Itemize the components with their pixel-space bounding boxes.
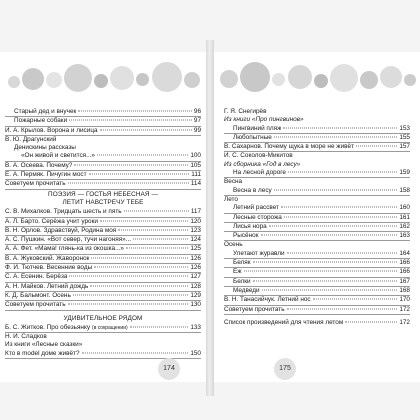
decorative-bubbles-left (0, 58, 206, 98)
toc-entry[interactable] (5, 162, 201, 171)
toc-entry[interactable] (5, 208, 201, 217)
toc-entry-page: 120 (190, 217, 201, 225)
toc-entry[interactable] (5, 171, 201, 180)
toc-entry-title: Рысёнок (233, 232, 259, 240)
book-gutter (206, 40, 214, 396)
toc-entry[interactable] (224, 268, 410, 277)
toc-entry (224, 152, 410, 160)
dot-leader (118, 229, 188, 230)
toc-entry-title: Ёж (233, 268, 242, 276)
toc-entry-page: 105 (190, 161, 201, 169)
toc-entry-page: 130 (190, 301, 201, 309)
toc-entry[interactable] (5, 273, 201, 282)
toc-entry-page: 164 (399, 249, 410, 257)
toc-entry (5, 144, 201, 152)
toc-entry[interactable] (5, 180, 201, 189)
toc-entry-title: Лесные сторожа (233, 213, 282, 221)
toc-entry-title: Беляк (233, 259, 251, 267)
toc-entry-page: 172 (399, 305, 410, 313)
dot-leader (288, 172, 397, 173)
dot-leader (100, 129, 192, 130)
toc-entry-title: Летний рассвет (233, 204, 279, 212)
toc-entry[interactable] (5, 283, 201, 292)
toc-entry-page: 158 (399, 186, 410, 194)
section-heading-amazing: УДИВИТЕЛЬНОЕ РЯДОМ (63, 314, 143, 322)
toc-entry[interactable] (224, 278, 410, 287)
toc-entry-page: 161 (399, 213, 410, 221)
toc-entry-title: Пингвиний пляж (233, 124, 282, 132)
toc-entry-title: Н. И. Сладков (5, 333, 47, 341)
dot-leader (100, 220, 188, 221)
toc-entry-title: Пожарные собаки (14, 117, 68, 125)
toc-entry-page: 123 (190, 226, 201, 234)
right-toc (224, 108, 410, 327)
toc-entry-title: Старый дед и внучек (14, 108, 77, 115)
toc-entry[interactable] (5, 152, 201, 161)
toc-entry-title: В. Н. Орлов. Здравствуй, Родина моя (5, 226, 117, 234)
toc-entry-page: 150 (190, 349, 201, 357)
toc-entry-page: 126 (190, 254, 201, 262)
toc-entry (224, 241, 410, 249)
dot-leader (345, 321, 397, 322)
dot-leader (97, 155, 188, 156)
toc-entry-title: Лисья нора (233, 222, 267, 230)
toc-entry[interactable] (5, 227, 201, 236)
toc-entry-title: С. В. Михалков. Тридцать шесть и пять (5, 208, 122, 216)
dot-leader (274, 189, 398, 190)
toc-entry-page: 153 (399, 124, 410, 132)
toc-entry[interactable] (224, 259, 410, 268)
toc-entry-title: Весна в лесу (233, 186, 272, 194)
toc-entry-title: С. А. Есенин. Берёза (5, 273, 68, 281)
toc-entry-title: Советуем прочитать (224, 305, 285, 313)
toc-entry-title: И. С. Соколов-Микитов (224, 152, 293, 160)
dot-leader (356, 146, 397, 147)
toc-entry-page: 170 (399, 296, 410, 304)
section-heading-line1: ПОЭЗИЯ — ГОСТЬЯ НЕБЕСНАЯ — (48, 190, 158, 198)
toc-entry-page: 127 (190, 273, 201, 281)
toc-entry-page: 167 (399, 277, 410, 285)
toc-entry-title: Из сборника «Год в лесу» (224, 160, 301, 168)
toc-entry-note: (в сокращении) (92, 324, 128, 331)
toc-entry-page: 129 (190, 291, 201, 299)
toc-entry[interactable] (224, 306, 410, 315)
toc-entry-page: 124 (190, 236, 201, 244)
dot-leader (253, 280, 398, 281)
dot-leader (78, 111, 192, 112)
toc-entry (224, 178, 410, 186)
toc-entry[interactable] (224, 296, 410, 305)
toc-entry-title: И. А. Крылов. Ворона и лисица (5, 126, 98, 134)
toc-entry-title: Улетают журавли (233, 249, 285, 257)
toc-entry-title: В. Ю. Драгунский (5, 135, 57, 143)
dot-leader (262, 289, 398, 290)
toc-entry-page: 125 (190, 245, 201, 253)
decorative-bubbles-right (214, 58, 420, 98)
toc-entry[interactable] (5, 236, 201, 245)
toc-entry-page: 159 (399, 169, 410, 177)
page-number-right: 175 (274, 358, 296, 380)
toc-entry-page: 117 (190, 208, 201, 216)
toc-entry-page: 163 (399, 232, 410, 240)
dot-leader (287, 252, 398, 253)
toc-entry-page: 97 (193, 117, 201, 125)
toc-entry-title: Ф. И. Тютчев. Весенние воды (5, 264, 93, 272)
toc-entry[interactable] (5, 245, 201, 254)
toc-entry-page: 162 (399, 222, 410, 230)
dot-leader (90, 285, 188, 286)
toc-entry-title: Б. С. Житков. Про обезьянку (5, 323, 91, 331)
toc-entry-title: К. Д. Бальмонт. Осень (5, 291, 71, 299)
toc-entry (224, 161, 410, 169)
toc-entry-title: Из книги «Про пингвинов» (224, 116, 304, 124)
dot-leader (91, 257, 188, 258)
toc-entry[interactable] (5, 292, 201, 301)
toc-entry-page: 166 (399, 259, 410, 267)
toc-entry (5, 136, 201, 144)
toc-entry-page: 128 (190, 282, 201, 290)
dot-leader (126, 248, 188, 249)
toc-entry-summer-reading-list[interactable] (224, 319, 410, 327)
dot-leader (313, 299, 398, 300)
toc-entry[interactable] (5, 264, 201, 273)
toc-entry (224, 108, 410, 116)
toc-entry[interactable] (5, 301, 201, 310)
toc-entry[interactable] (224, 143, 410, 152)
toc-entry (224, 116, 410, 124)
toc-entry-title: Белки (233, 277, 251, 285)
toc-entry-title: В. Н. Танасийчук. Летний нос (224, 296, 311, 304)
dot-leader (274, 136, 397, 137)
page-number-left: 174 (158, 358, 180, 380)
toc-entry-title: Советуем прочитать (5, 180, 66, 188)
toc-entry-title: Любопытные (233, 133, 272, 141)
toc-entry[interactable] (224, 204, 410, 213)
dot-leader (133, 239, 188, 240)
dot-leader (68, 183, 189, 184)
toc-entry-title: Лето (224, 195, 238, 203)
toc-entry-page: 157 (399, 143, 410, 151)
section-heading-line2: ЛЕТИТ НАВСТРЕЧУ ТЕБЕ (62, 198, 144, 206)
toc-entry[interactable] (224, 232, 410, 241)
toc-entry-title: Е. А. Пермяк. Пичугин мост (5, 171, 87, 179)
toc-entry-page: 114 (190, 180, 201, 188)
toc-entry (5, 333, 201, 341)
toc-entry-page: 133 (190, 323, 201, 331)
toc-entry-page: 126 (190, 264, 201, 272)
toc-entry-page: 168 (399, 286, 410, 294)
toc-entry[interactable] (224, 134, 410, 143)
dot-leader (287, 308, 398, 309)
dot-leader (74, 164, 188, 165)
dot-leader (82, 352, 189, 353)
toc-entry-title: Советуем прочитать (5, 301, 66, 309)
toc-entry-title: Медведи (233, 286, 260, 294)
toc-entry[interactable] (224, 250, 410, 259)
toc-entry-title: Г. Я. Снегирёв (224, 108, 267, 115)
toc-entry-title: Список произведений для чтения летом (224, 318, 344, 326)
toc-entry-title: А. А. Фет. «Мама! глянь-ка из окошка...» (5, 245, 124, 253)
toc-entry (224, 196, 410, 204)
dot-leader (124, 211, 189, 212)
dot-leader (89, 174, 190, 175)
toc-entry-title: Кто в model доме живёт? (5, 349, 80, 357)
toc-entry[interactable] (5, 255, 201, 264)
toc-entry-title: А. Л. Барто. Серёжа учит уроки (5, 217, 98, 225)
dot-leader (244, 271, 398, 272)
dot-leader (284, 216, 397, 217)
toc-entry-title: В. А. Осеева. Почему? (5, 161, 73, 169)
toc-entry[interactable] (5, 108, 201, 117)
dot-leader (253, 262, 398, 263)
toc-entry[interactable] (224, 125, 410, 134)
dot-leader (281, 207, 397, 208)
section-heading-poetry (5, 191, 201, 208)
toc-entry-title: Из книги «Лесные сказки» (5, 341, 83, 349)
toc-entry-page: 96 (193, 108, 201, 115)
toc-entry[interactable] (5, 324, 201, 333)
toc-entry[interactable] (224, 287, 410, 296)
toc-entry-title: А. С. Пушкин. «Вот север, тучи нагоняя»... (5, 236, 132, 244)
dot-leader (94, 267, 188, 268)
toc-entry-title: Весна (224, 178, 243, 186)
toc-entry-title: А. Н. Майков. Летний дождь (5, 282, 89, 290)
toc-entry-title: «Он живой и светится...» (21, 152, 95, 160)
toc-entry[interactable] (5, 127, 201, 136)
dot-leader (130, 326, 189, 327)
toc-entry-page: 100 (190, 152, 201, 160)
toc-entry-title: На лесной дороге (233, 169, 286, 177)
toc-entry-title: В. Сахарнов. Почему щука в море не живёт (224, 143, 355, 151)
dot-leader (261, 235, 398, 236)
dot-leader (73, 294, 189, 295)
toc-entry[interactable] (224, 169, 410, 178)
dot-leader (68, 304, 189, 305)
toc-entry-page: 172 (399, 318, 410, 326)
toc-entry-page: 155 (399, 133, 410, 141)
toc-entry-page: 160 (399, 204, 410, 212)
toc-entry[interactable] (224, 187, 410, 196)
toc-entry[interactable] (5, 117, 201, 126)
toc-entry-title: В. А. Жуковский. Жаворонок (5, 254, 90, 262)
dot-leader (283, 127, 397, 128)
toc-entry-title: Денискины рассказы (14, 144, 76, 152)
toc-entry (5, 341, 201, 349)
toc-entry-title: Осень (224, 241, 243, 249)
toc-entry-page: 166 (399, 268, 410, 276)
dot-leader (269, 225, 398, 226)
left-toc (5, 108, 201, 359)
toc-entry[interactable] (224, 223, 410, 232)
toc-entry[interactable] (5, 218, 201, 227)
toc-entry-page: 99 (193, 126, 201, 134)
toc-entry[interactable] (224, 214, 410, 223)
toc-entry-page: 111 (191, 171, 201, 179)
dot-leader (69, 120, 192, 121)
dot-leader (69, 276, 188, 277)
